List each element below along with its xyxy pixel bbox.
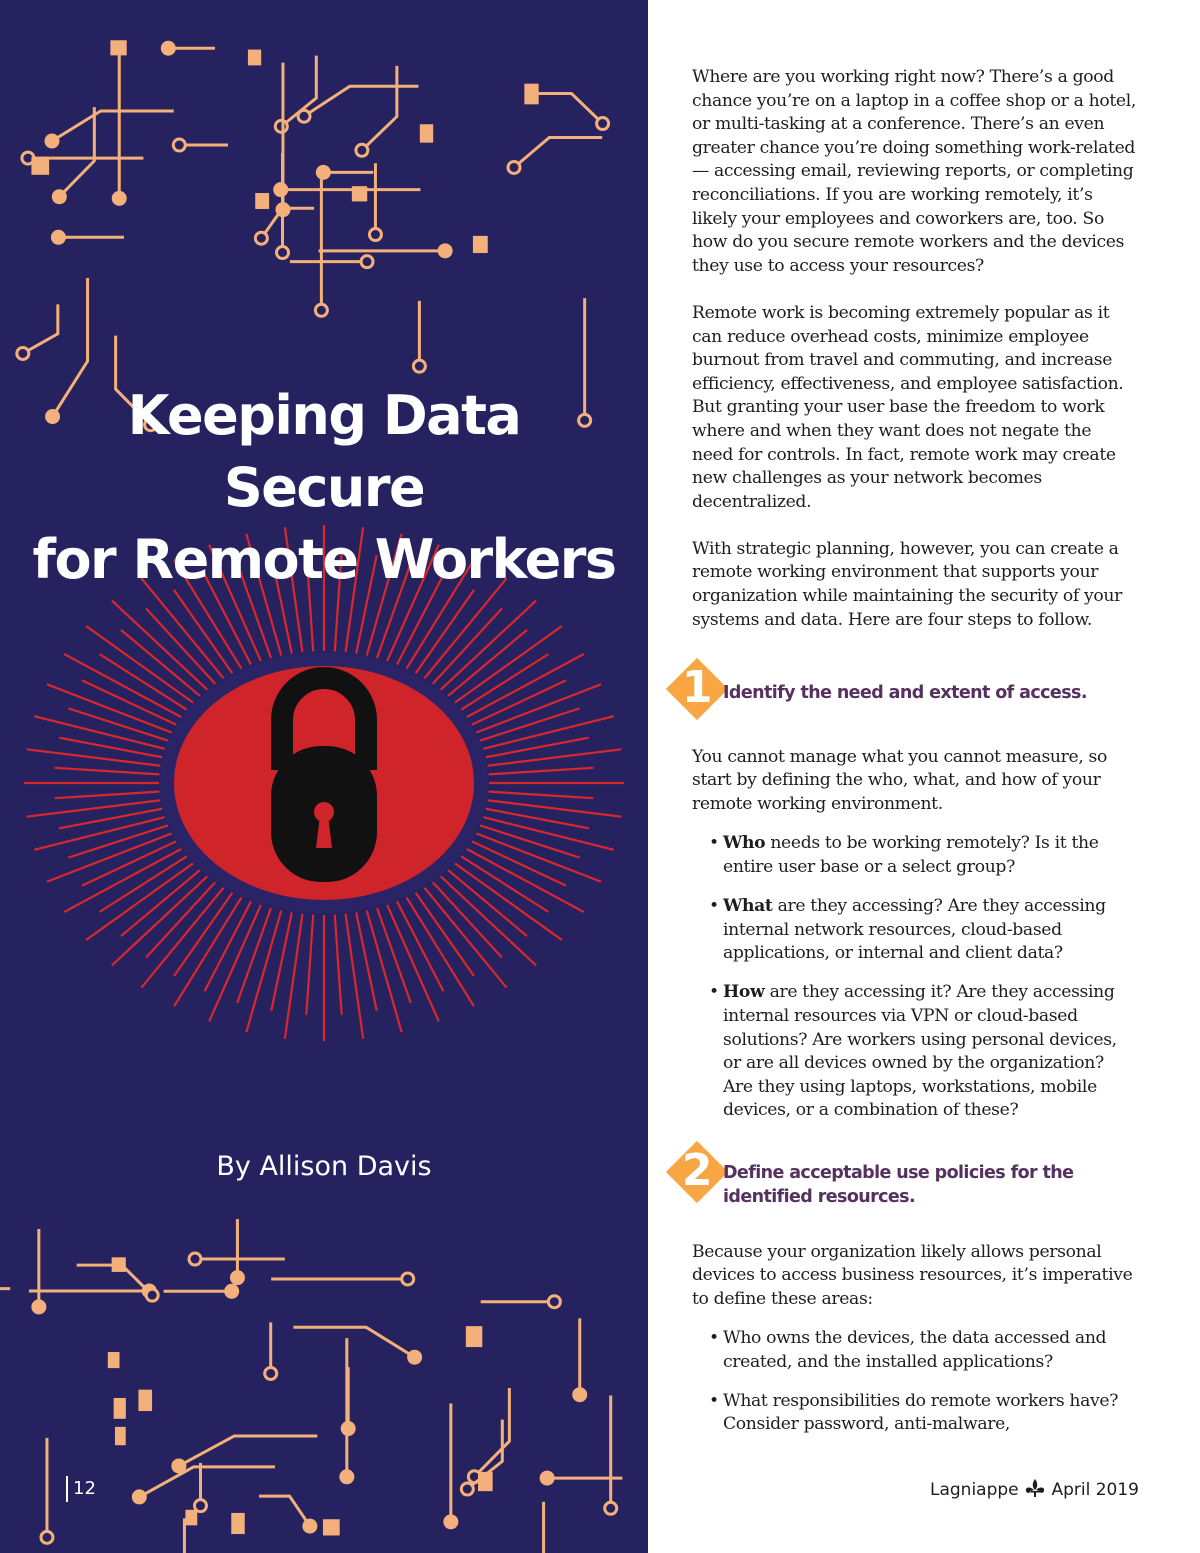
step-2-heading (681, 1139, 1137, 1213)
bullet-text: needs to be working remotely? Is it the entire user base or a select group? (723, 833, 1099, 877)
bullet-text: are they accessing it? Are they accessing internal resources via VPN or cloud-based solutions? Are workers using personal devices, or are all devices owned by the organization? Are they using laptops, workstations, mobile devices, or a combination of these? (723, 982, 1117, 1121)
intro-paragraph-1: Where are you working right now? There’s a good chance you’re on a laptop in a coffee shop or a hotel, or multi-tasking at a conference. There’s an even greater chance you’re doing something work-related — accessing email, reviewing reports, or completing reconciliations. If you are working remotely, it’s likely your employees and coworkers are, too. So how do you secure remote workers and the devices they use to access your resources? (692, 67, 1137, 276)
step-1-body: You cannot manage what you cannot measure, so start by defining the who, what, and how of your remote working environment. (692, 746, 1108, 815)
publication-name: Lagniappe (930, 1480, 1019, 1500)
step-2-title: Define acceptable use policies for the identified resources. (723, 1162, 1074, 1207)
step-2-body: Because your organization likely allows personal devices to access business resources, it’s imperative to define these areas: (692, 1241, 1133, 1309)
step-1-badge (670, 662, 724, 716)
list-item: • What responsibilities do remote workers have? Consider password, anti-malware, (709, 1390, 1137, 1437)
list-item (709, 832, 1137, 879)
intro-paragraph-3: With strategic planning, however, you can create a remote working environment that supports your organization while maintaining the security of your systems and data. Here are four steps to follow. (692, 538, 1122, 630)
step-1-title: Identify the need and extent of access. (723, 682, 1087, 703)
title-line-2: for Remote Workers (32, 528, 616, 591)
step-1-heading (681, 656, 1137, 716)
list-item (709, 981, 1137, 1123)
step-2-number: 2 (681, 1144, 713, 1196)
bullet-text: are they accessing? Are they accessing internal network resources, cloud-based applications, or internal and client data? (723, 896, 1106, 964)
article-title (20, 380, 628, 596)
article-body (681, 66, 1137, 1452)
list-item: • Who owns the devices, the data accessed and created, and the installed applications? (709, 1327, 1137, 1374)
page-number: 12 (66, 1476, 96, 1502)
page-footer (930, 1478, 1150, 1500)
fleur-de-lis-icon (1024, 1478, 1046, 1498)
step-2-bullets (692, 1327, 1137, 1437)
step-2-badge (670, 1145, 724, 1199)
issue-date: April 2019 (1051, 1480, 1139, 1500)
bullet-lead: How (723, 982, 765, 1003)
list-item (709, 895, 1137, 966)
step-1-number: 1 (681, 661, 713, 713)
intro-paragraph-2: Remote work is becoming extremely popular as it can reduce overhead costs, minimize employee burnout from travel and commuting, and increase efficiency, effectiveness, and employee satisfaction. But granting your user base the freedom to work where and when they want does not negate the need for controls. In fact, remote work may create new challenges as your network becomes decentralized. (692, 302, 1124, 512)
byline: By Allison Davis (216, 1151, 432, 1182)
step-1-bullets (692, 832, 1137, 1123)
bullet-lead: Who (723, 833, 766, 854)
title-line-1: Keeping Data Secure (127, 384, 521, 519)
bullet-lead: What (723, 896, 773, 916)
